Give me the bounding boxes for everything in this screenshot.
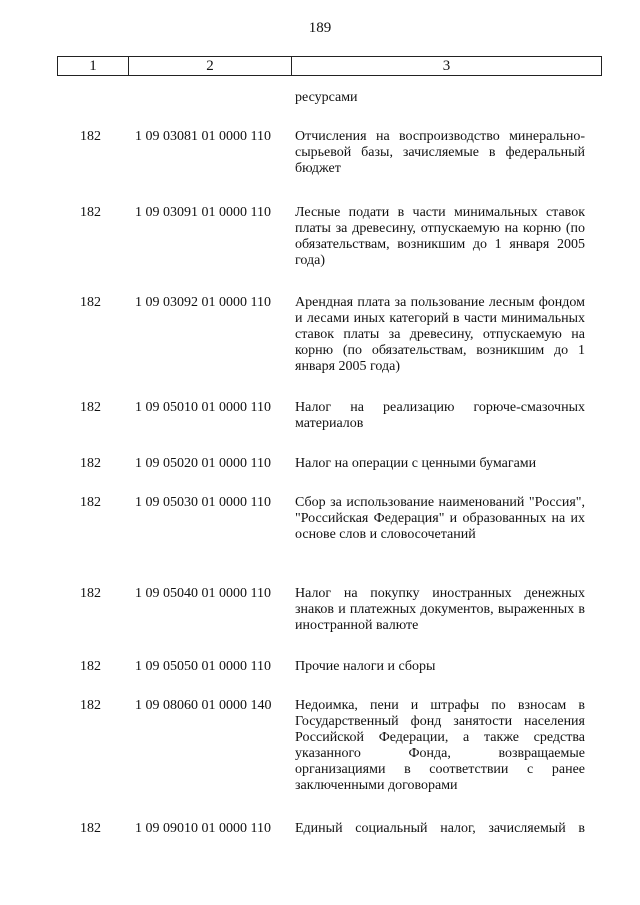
row-description: Налог на операции с ценными бумагами bbox=[295, 456, 537, 471]
admin-code: 182 bbox=[80, 129, 101, 144]
budget-code: 1 09 05010 01 0000 110 bbox=[135, 400, 271, 415]
row-description: Налог на реализацию горюче-смазочных материалов bbox=[295, 400, 585, 431]
header-col-2: 2 bbox=[129, 57, 292, 75]
header-col-1: 1 bbox=[58, 57, 129, 75]
admin-code: 182 bbox=[80, 821, 101, 836]
continuation-text: ресурсами bbox=[295, 90, 358, 105]
admin-code: 182 bbox=[80, 586, 101, 601]
budget-code: 1 09 03091 01 0000 110 bbox=[135, 205, 271, 220]
budget-code: 1 09 05020 01 0000 110 bbox=[135, 456, 271, 471]
budget-code: 1 09 03081 01 0000 110 bbox=[135, 129, 271, 144]
admin-code: 182 bbox=[80, 456, 101, 471]
budget-code: 1 09 05040 01 0000 110 bbox=[135, 586, 271, 601]
admin-code: 182 bbox=[80, 400, 101, 415]
budget-code: 1 09 08060 01 0000 140 bbox=[135, 698, 272, 713]
budget-code: 1 09 05030 01 0000 110 bbox=[135, 495, 271, 510]
admin-code: 182 bbox=[80, 495, 101, 510]
row-description: Недоимка, пени и штрафы по взносам в Государственный фонд занятости населения Российской Федерации, а также средства указанного Фонда, возвращаемые организациями в соответствии с ранее заключенными договорами bbox=[295, 698, 585, 793]
row-description: Сбор за использование наименований "Россия", "Российская Федерация" и образованных на их основе слов и словосочетаний bbox=[295, 495, 585, 542]
row-description: Единый социальный налог, зачисляемый в bbox=[295, 821, 585, 836]
budget-code: 1 09 03092 01 0000 110 bbox=[135, 295, 271, 310]
row-description: Арендная плата за пользование лесным фондом и лесами иных категорий в части минимальных ставок платы за древесину, отпускаемую на корню (по обязательствам, возникшим до 1 января 2005 года) bbox=[295, 295, 585, 374]
header-col-3: 3 bbox=[442, 57, 451, 74]
row-description: Налог на покупку иностранных денежных знаков и платежных документов, выраженных в иностранной валюте bbox=[295, 586, 585, 633]
admin-code: 182 bbox=[80, 659, 101, 674]
row-description: Лесные подати в части минимальных ставок платы за древесину, отпускаемую на корню (по обязательствам, возникшим до 1 января 2005 года) bbox=[295, 205, 585, 268]
row-description: Прочие налоги и сборы bbox=[295, 659, 436, 674]
budget-code: 1 09 05050 01 0000 110 bbox=[135, 659, 271, 674]
admin-code: 182 bbox=[80, 205, 101, 220]
page-number: 189 bbox=[308, 20, 332, 36]
row-description: Отчисления на воспроизводство минерально-сырьевой базы, зачисляемые в федеральный бюджет bbox=[295, 129, 585, 176]
admin-code: 182 bbox=[80, 698, 101, 713]
admin-code: 182 bbox=[80, 295, 101, 310]
budget-code: 1 09 09010 01 0000 110 bbox=[135, 821, 271, 836]
